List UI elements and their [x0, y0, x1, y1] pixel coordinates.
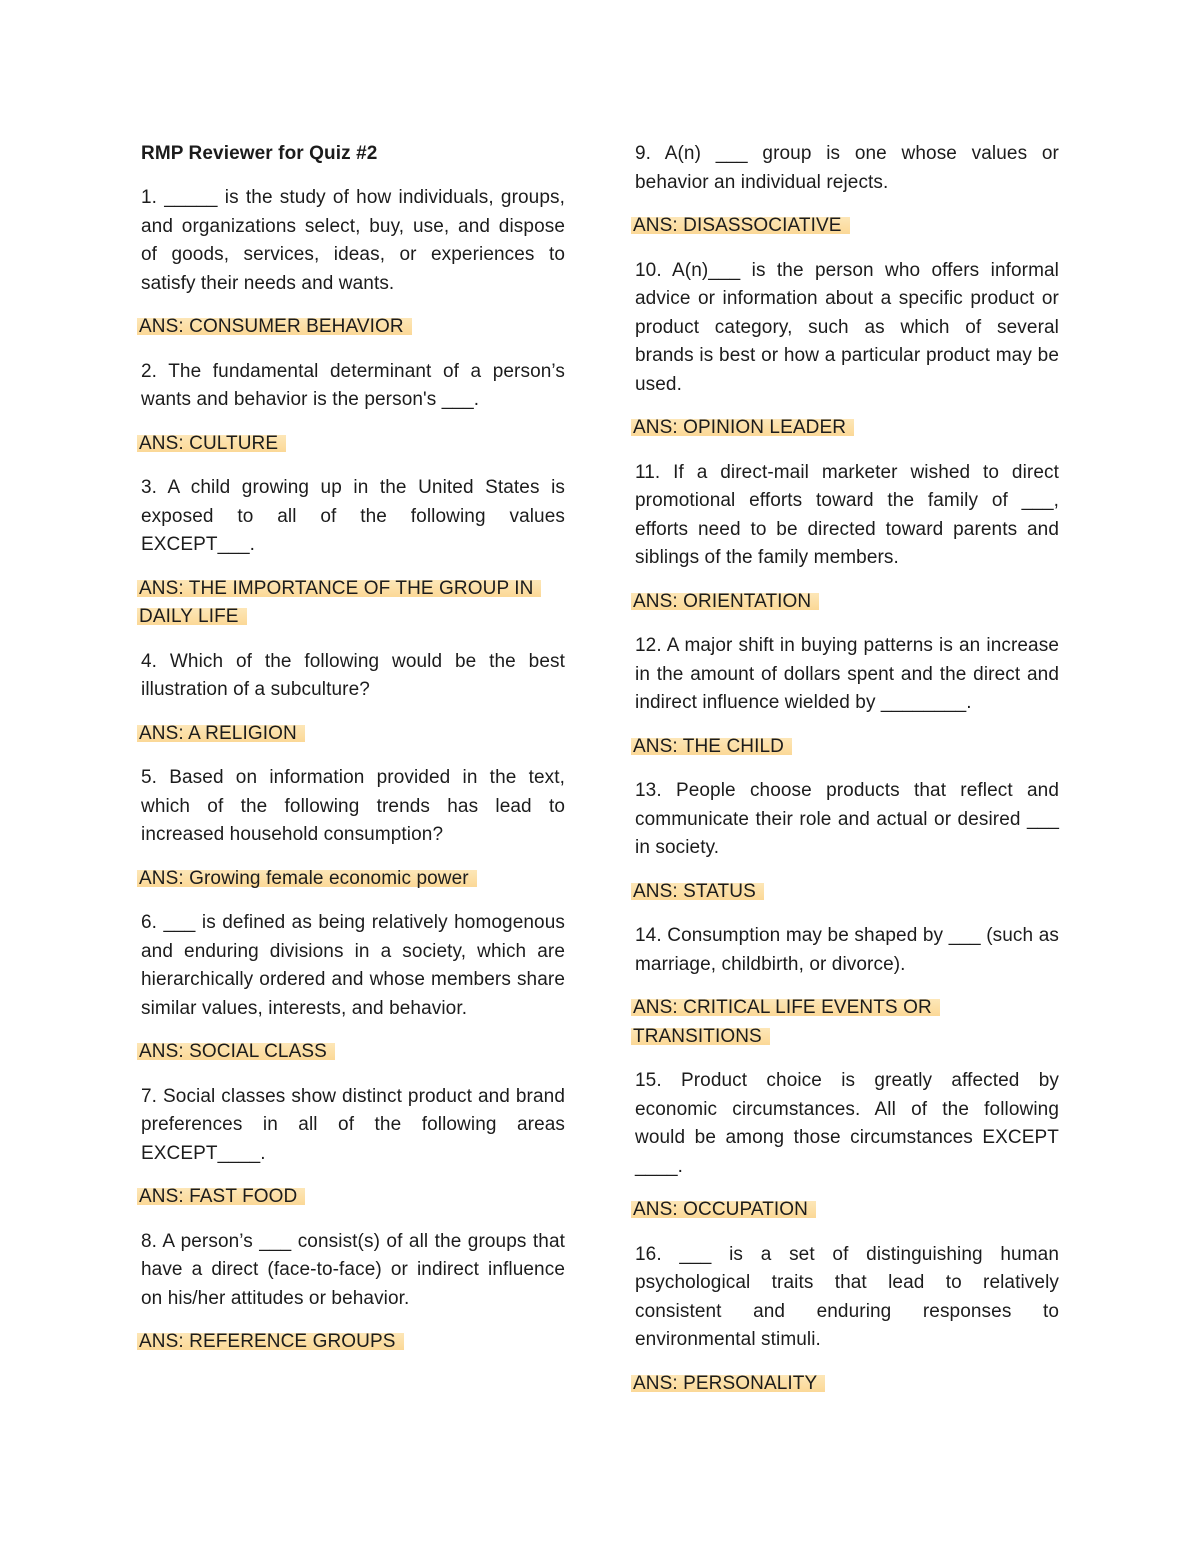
answer-9 — [635, 212, 1059, 241]
question-3: 3. A child growing up in the United States is exposed to all of the following values EXCEPT___. — [141, 477, 565, 555]
right-column — [635, 140, 1059, 1414]
answer-highlight: ANS: CRITICAL LIFE EVENTS OR TRANSITIONS — [631, 996, 940, 1048]
question-4: 4. Which of the following would be the best illustration of a subculture? — [141, 650, 565, 700]
answer-highlight: ANS: CONSUMER BEHAVIOR — [137, 315, 412, 338]
question-8: 8. A person’s ___ consist(s) of all the groups that have a direct (face-to-face) or indirect influence on his/her attitudes or behavior. — [141, 1230, 565, 1309]
answer-highlight: ANS: STATUS — [631, 880, 764, 903]
question-12: 12. A major shift in buying patterns is an increase in the amount of dollars spent and the direct and indirect influence wielded by ________. — [635, 635, 1059, 713]
answer-1 — [141, 313, 565, 342]
answer-15 — [635, 1196, 1059, 1225]
answer-highlight: ANS: A RELIGION — [137, 722, 305, 745]
answer-highlight: ANS: THE IMPORTANCE OF THE GROUP IN DAILY LIFE — [137, 577, 541, 629]
answer-2 — [141, 430, 565, 459]
answer-3 — [141, 575, 565, 632]
answer-highlight: ANS: CULTURE — [137, 432, 286, 455]
answer-4 — [141, 720, 565, 749]
answer-14 — [635, 994, 1059, 1051]
answer-highlight: ANS: SOCIAL CLASS — [137, 1040, 335, 1063]
answer-10 — [635, 414, 1059, 443]
answer-highlight: ANS: DISASSOCIATIVE — [631, 214, 850, 237]
question-11: 11. If a direct-mail marketer wished to direct promotional efforts toward the family of ___, efforts need to be directed toward parents and siblings of the family members. — [635, 461, 1059, 568]
answer-highlight: ANS: OPINION LEADER — [631, 416, 854, 439]
answer-7 — [141, 1183, 565, 1212]
question-7: 7. Social classes show distinct product and brand preferences in all of the following areas EXCEPT____. — [141, 1085, 565, 1164]
question-16: 16. ___ is a set of distinguishing human psychological traits that lead to relatively consistent and enduring responses to environmental stimuli. — [635, 1243, 1059, 1350]
answer-highlight: ANS: Growing female economic power — [137, 867, 477, 890]
answer-highlight: ANS: PERSONALITY — [631, 1372, 825, 1395]
answer-11 — [635, 588, 1059, 617]
question-10: 10. A(n)___ is the person who offers informal advice or information about a specific product or product category, such as which of several brands is best or how a particular product may be used. — [635, 259, 1059, 395]
answer-highlight: ANS: OCCUPATION — [631, 1198, 816, 1221]
answer-16 — [635, 1370, 1059, 1399]
answer-5 — [141, 865, 565, 894]
answer-highlight: ANS: REFERENCE GROUPS — [137, 1330, 404, 1353]
question-6: 6. ___ is defined as being relatively homogenous and enduring divisions in a society, which are hierarchically ordered and whose members share similar values, interests, and behavior. — [141, 912, 565, 1019]
answer-highlight: ANS: ORIENTATION — [631, 590, 819, 613]
question-15: 15. Product choice is greatly affected by economic circumstances. All of the following would be among those circumstances EXCEPT ____. — [635, 1070, 1059, 1177]
answer-8 — [141, 1328, 565, 1357]
left-column — [141, 140, 565, 1373]
answer-highlight: ANS: FAST FOOD — [137, 1185, 305, 1208]
question-9: 9. A(n) ___ group is one whose values or behavior an individual rejects. — [635, 143, 1059, 193]
answer-12 — [635, 733, 1059, 762]
question-1: 1. _____ is the study of how individuals, groups, and organizations select, buy, use, and dispose of goods, services, ideas, or experiences to satisfy their needs and wants. — [141, 187, 565, 294]
question-2: 2. The fundamental determinant of a person’s wants and behavior is the person's ___. — [141, 360, 565, 410]
answer-6 — [141, 1038, 565, 1067]
answer-13 — [635, 878, 1059, 907]
question-13: 13. People choose products that reflect and communicate their role and actual or desired ___ in society. — [635, 780, 1059, 858]
document-title: RMP Reviewer for Quiz #2 — [141, 143, 378, 164]
answer-highlight: ANS: THE CHILD — [631, 735, 792, 758]
question-5: 5. Based on information provided in the text, which of the following trends has lead to increased household consumption? — [141, 767, 565, 845]
question-14: 14. Consumption may be shaped by ___ (such as marriage, childbirth, or divorce). — [635, 925, 1059, 975]
